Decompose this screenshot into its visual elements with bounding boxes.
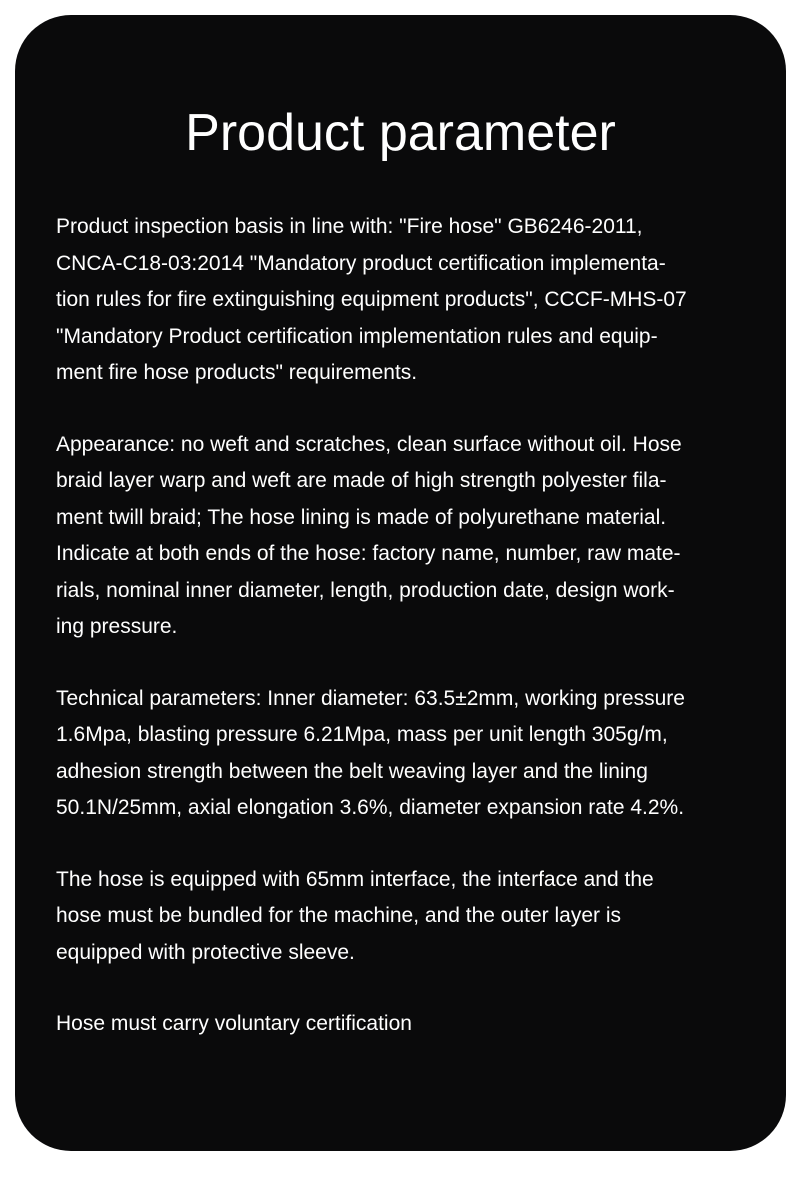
text-line: Hose must carry voluntary certification — [56, 1012, 412, 1035]
text-line: hose must be bundled for the machine, and the outer layer is — [56, 904, 622, 927]
text-line: 1.6Mpa, blasting pressure 6.21Mpa, mass per unit length 305g/m, — [56, 723, 668, 746]
text-line: braid layer warp and weft are made of high strength polyester fila- — [56, 469, 667, 492]
paragraph-interface — [56, 862, 756, 972]
text-line: ment twill braid; The hose lining is made of polyurethane material. — [56, 505, 667, 529]
parameter-card — [15, 15, 786, 1151]
text-line: adhesion strength between the belt weaving layer and the lining — [56, 759, 648, 783]
text-line: ment fire hose products" requirements. — [56, 361, 418, 384]
text-line: equipped with protective sleeve. — [56, 940, 355, 964]
text-line: Product inspection basis in line with: "Fire hose" GB6246-2011, — [56, 215, 643, 238]
text-line: Technical parameters: Inner diameter: 63.5±2mm, working pressure — [56, 686, 685, 710]
text-line: "Mandatory Product certification implementation rules and equip- — [56, 324, 658, 348]
paragraph-appearance — [56, 427, 756, 646]
text-line: The hose is equipped with 65mm interface, the interface and the — [56, 867, 654, 891]
text-line: rials, nominal inner diameter, length, production date, design work- — [56, 578, 675, 602]
paragraph-certification — [56, 1006, 756, 1043]
paragraph-inspection-basis — [56, 209, 756, 392]
text-line: ing pressure. — [56, 615, 178, 638]
parameter-text-block — [56, 209, 756, 1078]
text-line: Appearance: no weft and scratches, clean surface without oil. Hose — [56, 432, 682, 456]
paragraph-technical-parameters — [56, 681, 756, 827]
text-line: Indicate at both ends of the hose: factory name, number, raw mate- — [56, 542, 681, 565]
text-line: tion rules for fire extinguishing equipment products", CCCF-MHS-07 — [56, 288, 687, 311]
text-line: 50.1N/25mm, axial elongation 3.6%, diameter expansion rate 4.2%. — [56, 796, 685, 819]
text-line: CNCA-C18-03:2014 "Mandatory product certification implementa- — [56, 251, 666, 275]
page-title: Product parameter — [185, 104, 616, 162]
